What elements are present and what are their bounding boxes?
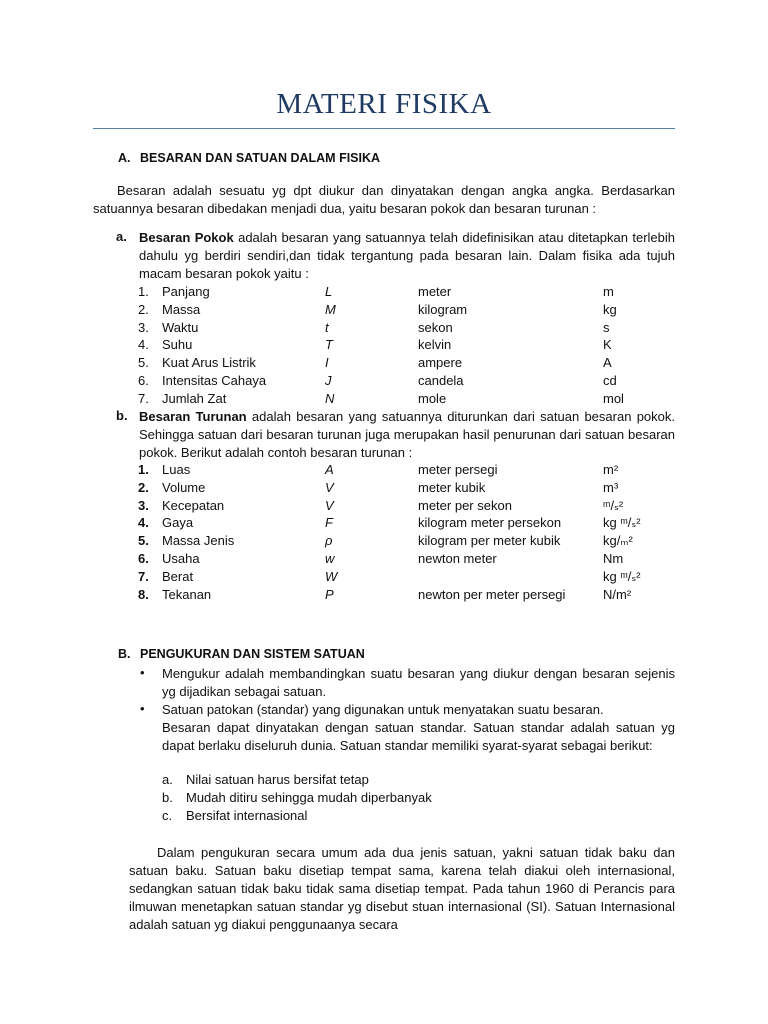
pokok-row — [0, 373, 768, 391]
section-a-intro: Besaran adalah sesuatu yg dpt diukur dan dinyatakan dengan angka angka. Berdasarkan satuannya besaran dibedakan menjadi dua, yaitu besaran pokok dan besaran turunan : — [93, 183, 675, 216]
row-number: 2. — [138, 479, 149, 495]
quantity-name: Kecepatan — [162, 497, 225, 513]
row-number: 5. — [138, 533, 149, 549]
unit-symbol: m — [603, 284, 614, 299]
unit-symbol: kg/ₘ² — [603, 533, 633, 549]
quantity-name: Waktu — [162, 319, 199, 335]
quantity-name: Massa Jenis — [162, 533, 235, 549]
row-number: 3. — [138, 497, 149, 513]
unit-symbol: m² — [603, 462, 619, 477]
quantity-name: Berat — [162, 568, 194, 584]
section-a-marker: A. — [118, 151, 131, 165]
turunan-row — [0, 533, 768, 551]
pokok-paragraph — [139, 229, 675, 283]
unit-symbol: Nm — [603, 551, 624, 566]
quantity-symbol: I — [325, 355, 329, 371]
row-number: 1. — [138, 284, 149, 299]
quantity-symbol: J — [325, 373, 332, 388]
quantity-symbol: F — [325, 515, 333, 531]
turunan-row — [0, 480, 768, 498]
unit-name: meter — [418, 284, 452, 299]
syarat-item: Nilai satuan harus bersifat tetap — [186, 772, 369, 787]
syarat-marker: a. — [162, 772, 173, 787]
turunan-row — [0, 515, 768, 533]
turunan-row — [0, 569, 768, 587]
row-number: 7. — [138, 568, 149, 584]
quantity-symbol: A — [325, 462, 334, 477]
quantity-symbol: V — [325, 479, 334, 495]
unit-symbol: kg ᵐ/ₛ² — [603, 515, 641, 531]
unit-name: kilogram meter persekon — [418, 515, 562, 531]
unit-name: newton per meter persegi — [418, 586, 566, 602]
pokok-row — [0, 320, 768, 338]
syarat-item: Bersifat internasional — [186, 808, 308, 823]
quantity-name: Usaha — [162, 551, 200, 566]
unit-symbol: mol — [603, 390, 624, 406]
turunan-term: Besaran Turunan — [139, 409, 247, 424]
page-title: MATERI FISIKA — [276, 88, 492, 120]
quantity-symbol: L — [325, 284, 333, 299]
quantity-symbol: w — [325, 551, 335, 566]
unit-symbol: N/m² — [603, 586, 632, 602]
quantity-name: Suhu — [162, 337, 193, 353]
row-number: 8. — [138, 586, 149, 602]
unit-name: kilogram per meter kubik — [418, 533, 561, 549]
unit-name: kelvin — [418, 337, 452, 353]
quantity-symbol: W — [325, 568, 338, 584]
pokok-row — [0, 284, 768, 302]
turunan-paragraph — [139, 408, 675, 462]
pokok-row — [0, 302, 768, 320]
row-number: 7. — [138, 390, 149, 406]
quantity-name: Volume — [162, 479, 206, 495]
quantity-name: Gaya — [162, 515, 194, 531]
unit-symbol: m³ — [603, 479, 619, 495]
turunan-row — [0, 551, 768, 569]
unit-symbol: K — [603, 337, 612, 353]
row-number: 1. — [138, 462, 149, 477]
bullet-icon: • — [140, 665, 145, 680]
row-number: 4. — [138, 337, 149, 353]
title-divider — [93, 128, 675, 129]
quantity-name: Luas — [162, 462, 191, 477]
quantity-name: Intensitas Cahaya — [162, 373, 267, 388]
syarat-marker: b. — [162, 790, 173, 805]
quantity-symbol: V — [325, 497, 334, 513]
quantity-name: Massa — [162, 301, 201, 317]
row-number: 4. — [138, 515, 149, 531]
quantity-symbol: N — [325, 390, 335, 406]
row-number: 2. — [138, 301, 149, 317]
quantity-name: Tekanan — [162, 586, 212, 602]
unit-symbol: s — [603, 319, 610, 335]
section-b-marker: B. — [118, 647, 131, 661]
unit-symbol: ᵐ/ₛ² — [603, 497, 624, 513]
row-number: 5. — [138, 355, 149, 371]
pokok-definition: adalah besaran yang satuannya telah didefinisikan atau ditetapkan terlebih dahulu yg berdiri sendiri,dan tidak tergantung pada besaran lain. Dalam fisika ada tujuh macam besaran pokok yaitu : — [139, 230, 675, 281]
bullet-text-2-continued: Besaran dapat dinyatakan dengan satuan standar. Satuan standar adalah satuan yg dapat berlaku diseluruh dunia. Satuan standar memiliki syarat-syarat sebagai berikut: — [162, 720, 675, 753]
unit-symbol: kg ᵐ/ₛ² — [603, 568, 641, 584]
row-number: 3. — [138, 319, 149, 335]
bullet-icon: • — [140, 701, 145, 716]
quantity-name: Jumlah Zat — [162, 390, 227, 406]
pokok-marker: a. — [116, 229, 127, 244]
turunan-row — [0, 462, 768, 480]
unit-name: newton meter — [418, 551, 497, 566]
row-number: 6. — [138, 373, 149, 388]
unit-name: meter persegi — [418, 462, 498, 477]
unit-name: kilogram — [418, 301, 468, 317]
turunan-definition: adalah besaran yang satuannya diturunkan dari satuan besaran pokok. Sehingga satuan dari besaran turunan juga merupakan hasil penurunan dari satuan besaran pokok. Berikut adalah contoh besaran turunan : — [139, 409, 676, 460]
quantity-name: Kuat Arus Listrik — [162, 355, 256, 371]
quantity-symbol: t — [325, 319, 329, 335]
unit-name: mole — [418, 390, 447, 406]
pokok-row — [0, 391, 768, 409]
unit-name: sekon — [418, 319, 453, 335]
unit-name: ampere — [418, 355, 463, 371]
closing-paragraph: Dalam pengukuran secara umum ada dua jenis satuan, yakni satuan tidak baku dan satuan baku. Satuan baku disetiap tempat sama, karena telah diakui oleh internasional, sedangkan satuan tidak baku tidak sama disetiap tempat. Pada tahun 1960 di Perancis para ilmuwan menetapkan satuan standar yg disebut stuan internasional (SI). Satuan Internasional adalah satuan yg diakui penggunaanya secara — [129, 845, 675, 932]
turunan-row — [0, 587, 768, 605]
turunan-row — [0, 498, 768, 516]
pokok-row — [0, 337, 768, 355]
unit-symbol: cd — [603, 373, 617, 388]
quantity-name: Panjang — [162, 284, 210, 299]
section-a-heading: BESARAN DAN SATUAN DALAM FISIKA — [140, 151, 381, 165]
quantity-symbol: M — [325, 301, 336, 317]
section-b-heading: PENGUKURAN DAN SISTEM SATUAN — [140, 647, 365, 661]
unit-name: meter per sekon — [418, 497, 512, 513]
quantity-symbol: T — [325, 337, 333, 353]
pokok-row — [0, 355, 768, 373]
unit-name: meter kubik — [418, 479, 486, 495]
bullet-text-2: Satuan patokan (standar) yang digunakan untuk menyatakan suatu besaran. — [162, 702, 604, 717]
quantity-symbol: P — [325, 586, 334, 602]
pokok-term: Besaran Pokok — [139, 230, 234, 245]
unit-name: candela — [418, 373, 464, 388]
turunan-marker: b. — [116, 408, 128, 423]
quantity-symbol: ρ — [325, 533, 333, 549]
bullet-text-1: Mengukur adalah membandingkan suatu besaran yang diukur dengan besaran sejenis yg dijadikan sebagai satuan. — [162, 666, 675, 699]
unit-symbol: kg — [603, 301, 617, 317]
syarat-marker: c. — [162, 808, 173, 823]
row-number: 6. — [138, 551, 149, 566]
unit-symbol: A — [603, 355, 612, 371]
syarat-item: Mudah ditiru sehingga mudah diperbanyak — [186, 790, 432, 805]
